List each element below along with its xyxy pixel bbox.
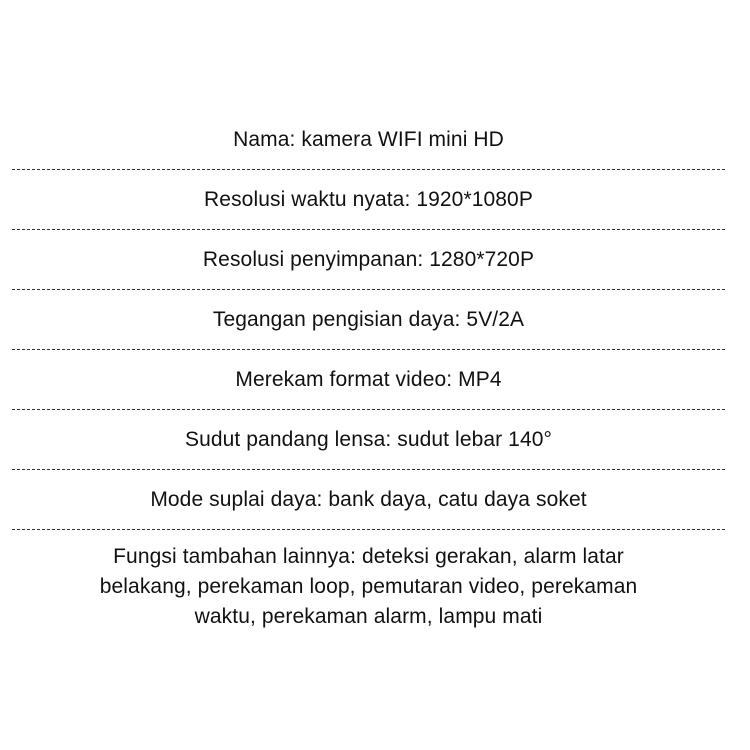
- spec-video-format: Merekam format video: MP4: [12, 350, 725, 410]
- spec-charging-voltage: Tegangan pengisian daya: 5V/2A: [12, 290, 725, 350]
- spec-power-supply: Mode suplai daya: bank daya, catu daya soket: [12, 470, 725, 530]
- spec-storage-resolution: Resolusi penyimpanan: 1280*720P: [12, 230, 725, 290]
- spec-lens-angle: Sudut pandang lensa: sudut lebar 140°: [12, 410, 725, 470]
- spec-list: [12, 110, 725, 632]
- spec-realtime-resolution: Resolusi waktu nyata: 1920*1080P: [12, 170, 725, 230]
- extra-functions-line-3: waktu, perekaman alarm, lampu mati: [194, 605, 543, 628]
- extra-functions-line-2: belakang, perekaman loop, pemutaran video, perekaman: [99, 575, 638, 598]
- spec-extra-functions: [12, 530, 725, 632]
- extra-functions-line-1: Fungsi tambahan lainnya: deteksi gerakan, alarm latar: [113, 545, 624, 568]
- spec-name: Nama: kamera WIFI mini HD: [12, 110, 725, 170]
